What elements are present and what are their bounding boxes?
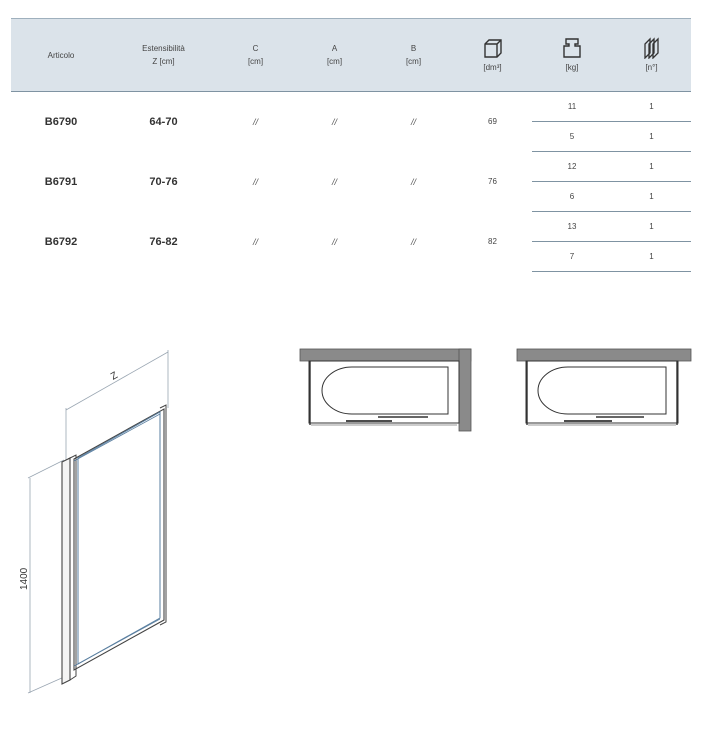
weight-value: 11 (532, 92, 612, 122)
header-estensibilita-unit: Z [cm] (152, 57, 175, 66)
dim-a: // (331, 176, 337, 187)
extension-range: 76-82 (149, 235, 178, 248)
dim-c: // (252, 236, 258, 247)
dim-c: // (252, 176, 258, 187)
header-a-unit: [cm] (326, 57, 343, 66)
article-code: B6791 (44, 175, 78, 188)
pieces-value: 1 (612, 122, 691, 152)
dim-b: // (410, 116, 416, 127)
header-c-label: C (252, 44, 259, 53)
weight-value: 7 (532, 242, 612, 272)
header-articolo-label: Articolo (47, 50, 75, 60)
extension-range: 70-76 (149, 175, 178, 188)
dimension-z-label: Z (109, 370, 120, 383)
dim-c: // (252, 116, 258, 127)
dim-b: // (410, 236, 416, 247)
header-c-unit: [cm] (247, 57, 264, 66)
pieces-value: 1 (612, 182, 691, 212)
pieces-value: 1 (612, 92, 691, 122)
header-b-label: B (410, 44, 417, 53)
volume-value: 76 (488, 177, 497, 186)
pieces-value: 1 (612, 212, 691, 242)
weight-value: 12 (532, 152, 612, 182)
volume-value: 69 (488, 117, 497, 127)
dim-a: // (331, 116, 337, 127)
header-weight-unit: [kg] (565, 62, 579, 72)
article-code: B6792 (44, 235, 78, 248)
pieces-value: 1 (612, 242, 691, 272)
weight-value: 6 (532, 182, 612, 212)
weight-value: 5 (532, 122, 612, 152)
pieces-value: 1 (612, 152, 691, 182)
article-code: B6790 (44, 115, 78, 128)
dim-b: // (410, 176, 416, 187)
weight-value: 13 (532, 212, 612, 242)
panel-isometric-drawing (19, 350, 168, 693)
plan-view-niche (517, 349, 691, 425)
header-pieces-unit: [n°] (645, 62, 658, 72)
header-volume-unit: [dm³] (483, 62, 502, 72)
header-a-label: A (331, 44, 338, 53)
extension-range: 64-70 (149, 115, 178, 128)
volume-value: 82 (488, 237, 497, 246)
header-b-unit: [cm] (405, 57, 422, 66)
plan-view-corner (300, 349, 471, 431)
dimension-height-label: 1400 (19, 567, 30, 590)
header-estensibilita-label: Estensibilità (142, 44, 185, 53)
dim-a: // (331, 236, 337, 247)
